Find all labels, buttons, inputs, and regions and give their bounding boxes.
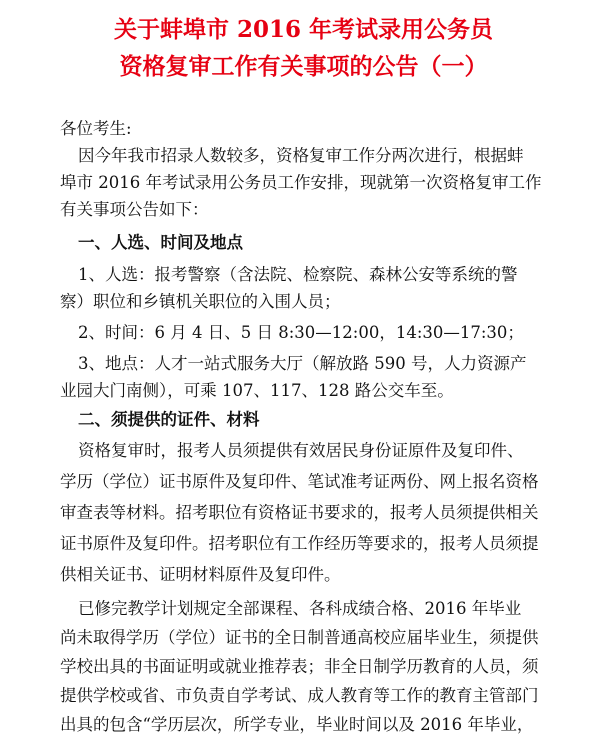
section-2-paragraph-1-line: 证书原件及复印件。招考职位有工作经历等要求的，报考人员须提 xyxy=(60,534,539,553)
section-2-paragraph-2-line: 尚未取得学历（学位）证书的全日制普通高校应届毕业生，须提供 xyxy=(60,628,539,647)
intro-line: 因今年我市招录人数较多，资格复审工作分两次进行，根据蚌 xyxy=(78,146,524,165)
section-1-item-1-line: 察）职位和乡镇机关职位的入围人员； xyxy=(60,292,341,311)
section-2-paragraph-1-line: 供相关证书、证明材料原件及复印件。 xyxy=(60,565,341,584)
section-1-item-3-line: 业园大门南侧），可乘 107、117、128 路公交车至。 xyxy=(60,381,454,400)
section-2-paragraph-2-line: 已修完教学计划规定全部课程、各科成绩合格、2016 年毕业 xyxy=(78,599,522,618)
salutation: 各位考生: xyxy=(60,119,132,138)
section-1-item-3-line: 3、地点：人才一站式服务大厅（解放路 590 号，人力资源产 xyxy=(78,354,527,373)
notice-title-line-2: 资格复审工作有关事项的公告（一） xyxy=(119,53,488,80)
section-1-heading: 一、人选、时间及地点 xyxy=(78,233,243,252)
section-1-item-1-line: 1、人选：报考警察（含法院、检察院、森林公安等系统的警 xyxy=(78,265,518,284)
notice-title-line-1: 关于蚌埠市 2016 年考试录用公务员 xyxy=(113,16,494,43)
section-2-paragraph-2-line: 提供学校或省、市负责自学考试、成人教育等工作的教育主管部门 xyxy=(60,686,539,705)
section-2-heading: 二、须提供的证件、材料 xyxy=(78,410,260,429)
section-2-paragraph-2-line: 出具的包含“学历层次，所学专业，毕业时间以及 2016 年毕业， xyxy=(60,715,534,734)
intro-line: 埠市 2016 年考试录用公务员工作安排，现就第一次资格复审工作 xyxy=(60,173,542,192)
intro-line: 有关事项公告如下： xyxy=(60,200,209,219)
section-1-item-2-line: 2、时间：6 月 4 日、5 日 8:30—12:00，14:30—17:30； xyxy=(78,323,524,342)
section-2-paragraph-1-line: 资格复审时，报考人员须提供有效居民身份证原件及复印件、 xyxy=(78,441,524,460)
section-2-paragraph-1-line: 审查表等材料。招考职位有资格证书要求的，报考人员须提供相关 xyxy=(60,503,539,522)
section-2-paragraph-1-line: 学历（学位）证书原件及复印件、笔试准考证两份、网上报名资格 xyxy=(60,472,539,491)
section-2-paragraph-2-line: 学校出具的书面证明或就业推荐表；非全日制学历教育的人员，须 xyxy=(60,657,539,676)
